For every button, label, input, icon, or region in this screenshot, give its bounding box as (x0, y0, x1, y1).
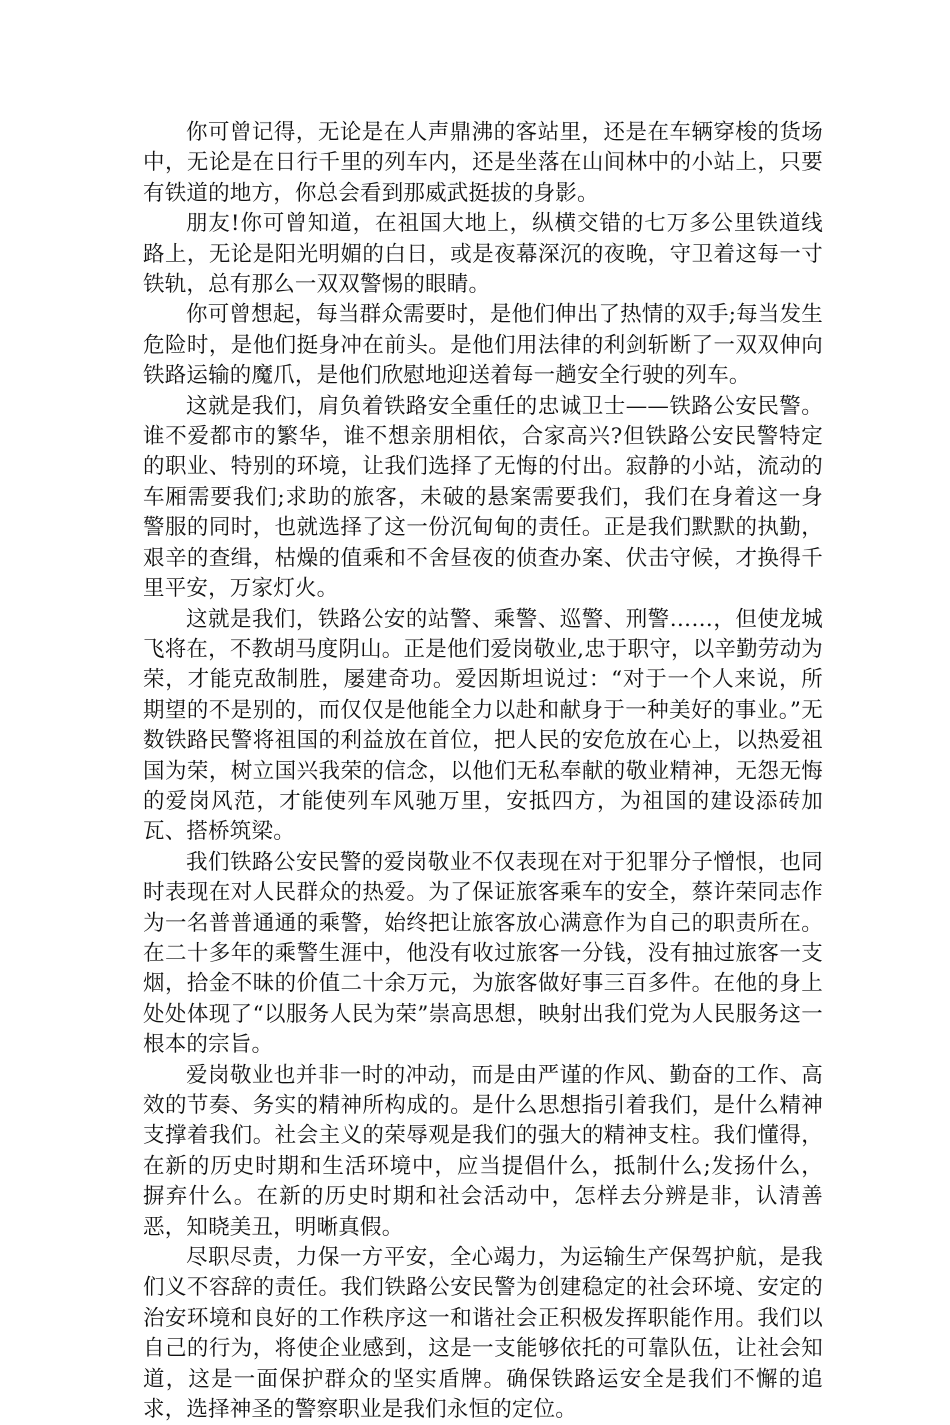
paragraph: 你可曾记得，无论是在人声鼎沸的客站里，还是在车辆穿梭的货场中，无论是在日行千里的列车内，还是坐落在山间林中的小站上，只要有铁道的地方，你总会看到那威武挺拔的身影。 (143, 120, 823, 206)
paragraph: 尽职尽责，力保一方平安，全心竭力，为运输生产保驾护航，是我们义不容辞的责任。我们铁路公安民警为创建稳定的社会环境、安定的治安环境和良好的工作秩序这一和谐社会正积极发挥职能作用。我们以自己的行为，将使企业感到，这是一支能够依托的可靠队伍，让社会知道，这是一面保护群众的坚实盾牌。确保铁路运安全是我们不懈的追求，选择神圣的警察职业是我们永恒的定位。 (143, 1245, 823, 1423)
paragraph: 朋友!你可曾知道，在祖国大地上，纵横交错的七万多公里铁道线路上，无论是阳光明媚的白日，或是夜幕深沉的夜晚，守卫着这每一寸铁轨，总有那么一双双警惕的眼睛。 (143, 211, 823, 298)
document-body (143, 118, 823, 1425)
paragraph: 爱岗敬业也并非一时的冲动，而是由严谨的作风、勤奋的工作、高效的节奏、务实的精神所构成的。是什么思想指引着我们，是什么精神支撑着我们。社会主义的荣辱观是我们的强大的精神支柱。我们懂得，在新的历史时期和生活环境中，应当提倡什么，抵制什么;发扬什么，摒弃什么。在新的历史时期和社会活动中，怎样去分辨是非，认清善恶，知晓美丑，明晰真假。 (143, 1062, 823, 1240)
paragraph: 这就是我们，铁路公安的站警、乘警、巡警、刑警……，但使龙城飞将在，不教胡马度阴山。正是他们爱岗敬业,忠于职守，以辛勤劳动为荣，才能克敌制胜，屡建奇功。爱因斯坦说过：“对于一个人来说，所期望的不是别的，而仅仅是他能全力以赴和献身于一种美好的事业。”无数铁路民警将祖国的利益放在首位，把人民的安危放在心上，以热爱祖国为荣，树立国兴我荣的信念，以他们无私奉献的敬业精神，无怨无悔的爱岗风范，才能使列车风驰万里，安抵四方，为祖国的建设添砖加瓦、搭桥筑梁。 (143, 606, 823, 845)
paragraph: 我们铁路公安民警的爱岗敬业不仅表现在对于犯罪分子憎恨，也同时表现在对人民群众的热爱。为了保证旅客乘车的安全，蔡许荣同志作为一名普普通通的乘警，始终把让旅客放心满意作为自己的职责所在。在二十多年的乘警生涯中，他没有收过旅客一分钱，没有抽过旅客一支烟，拾金不昧的价值二十余万元，为旅客做好事三百多件。在他的身上处处体现了“以服务人民为荣”崇高思想，映射出我们党为人民服务这一根本的宗旨。 (143, 849, 823, 1058)
paragraph: 这就是我们，肩负着铁路安全重任的忠诚卫士——铁路公安民警。谁不爱都市的繁华，谁不想亲朋相依，合家高兴?但铁路公安民警特定的职业、特别的环境，让我们选择了无悔的付出。寂静的小站，流动的车厢需要我们;求助的旅客，未破的悬案需要我们，我们在身着这一身警服的同时，也就选择了这一份沉甸甸的责任。正是我们默默的执勤，艰辛的查缉，枯燥的值乘和不舍昼夜的侦查办案、伏击守候，才换得千里平安，万家灯火。 (143, 393, 823, 602)
paragraph: 你可曾想起，每当群众需要时，是他们伸出了热情的双手;每当发生危险时，是他们挺身冲在前头。是他们用法律的利剑斩断了一双双伸向铁路运输的魔爪，是他们欣慰地迎送着每一趟安全行驶的列车。 (143, 302, 823, 389)
